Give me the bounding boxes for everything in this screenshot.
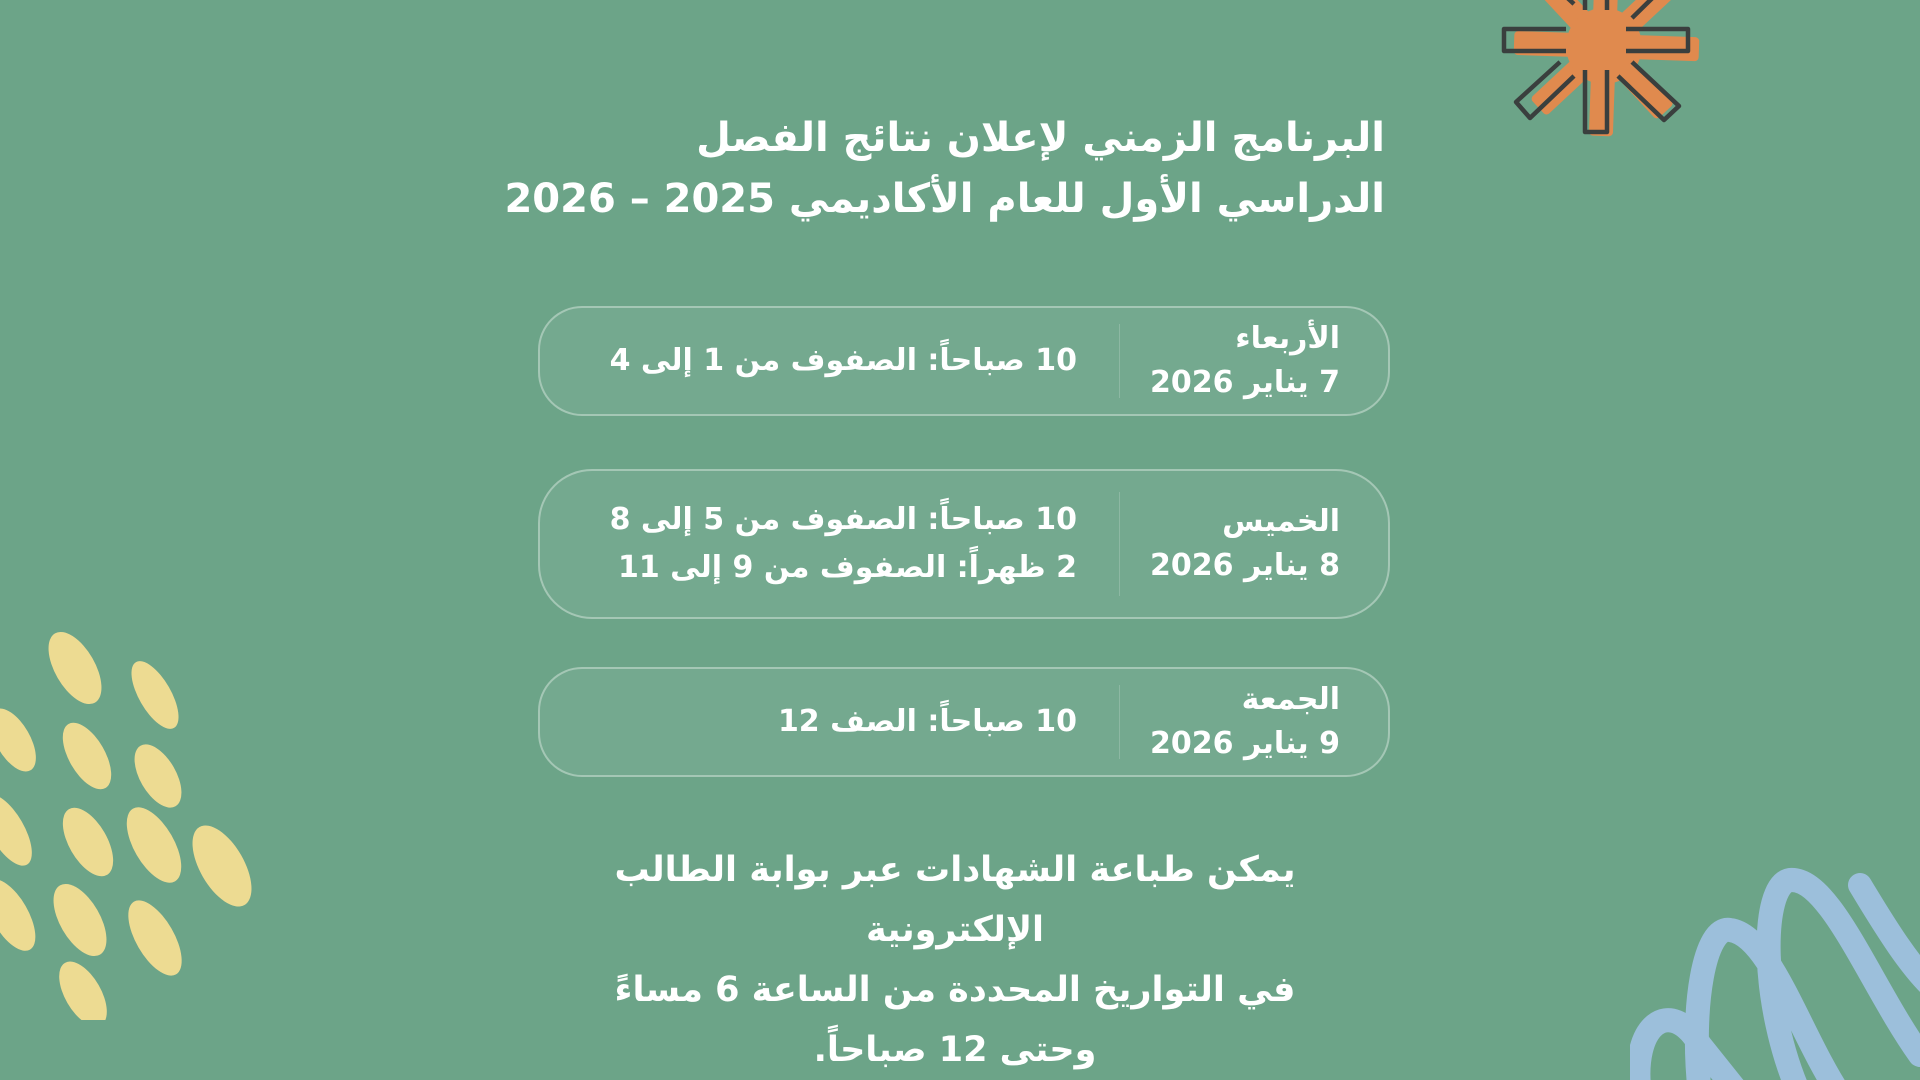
certificate-print-note bbox=[530, 840, 1380, 1080]
day-name: الجمعة bbox=[1241, 682, 1340, 717]
divider bbox=[1119, 492, 1120, 596]
day-date: 7 يناير 2026 bbox=[1150, 365, 1340, 400]
note-line-3: وحتى 12 صباحاً. bbox=[813, 1030, 1097, 1070]
session-list bbox=[540, 698, 1119, 746]
day-block bbox=[1120, 317, 1388, 405]
schedule-card-thursday bbox=[538, 469, 1390, 619]
day-date: 9 يناير 2026 bbox=[1150, 726, 1340, 761]
note-line-2: في التواريخ المحددة من الساعة 6 مساءً bbox=[614, 970, 1296, 1010]
schedule-card-friday bbox=[538, 667, 1390, 777]
scribble-loops-decoration bbox=[1630, 855, 1920, 1080]
day-name: الأربعاء bbox=[1235, 321, 1340, 356]
schedule-card-wednesday bbox=[538, 306, 1390, 416]
title-line-1: البرنامج الزمني لإعلان نتائج الفصل bbox=[696, 115, 1385, 161]
day-block bbox=[1120, 678, 1388, 766]
session-item: 2 ظهراً: الصفوف من 9 إلى 11 bbox=[617, 550, 1077, 585]
divider bbox=[1119, 324, 1120, 398]
session-item: 10 صباحاً: الصفوف من 1 إلى 4 bbox=[609, 343, 1077, 378]
brush-dashes-decoration bbox=[0, 620, 270, 1020]
title-line-2: الدراسي الأول للعام الأكاديمي 2025 – 2026 bbox=[504, 176, 1385, 222]
session-list bbox=[540, 496, 1119, 592]
page-title bbox=[504, 108, 1385, 230]
day-name: الخميس bbox=[1222, 504, 1340, 539]
session-item: 10 صباحاً: الصف 12 bbox=[777, 704, 1077, 739]
day-block bbox=[1120, 500, 1388, 588]
session-list bbox=[540, 337, 1119, 385]
day-date: 8 يناير 2026 bbox=[1150, 548, 1340, 583]
asterisk-star-icon bbox=[1500, 0, 1700, 140]
session-item: 10 صباحاً: الصفوف من 5 إلى 8 bbox=[609, 502, 1077, 537]
divider bbox=[1119, 685, 1120, 759]
note-line-1: يمكن طباعة الشهادات عبر بوابة الطالب الإلكترونية bbox=[614, 850, 1296, 950]
